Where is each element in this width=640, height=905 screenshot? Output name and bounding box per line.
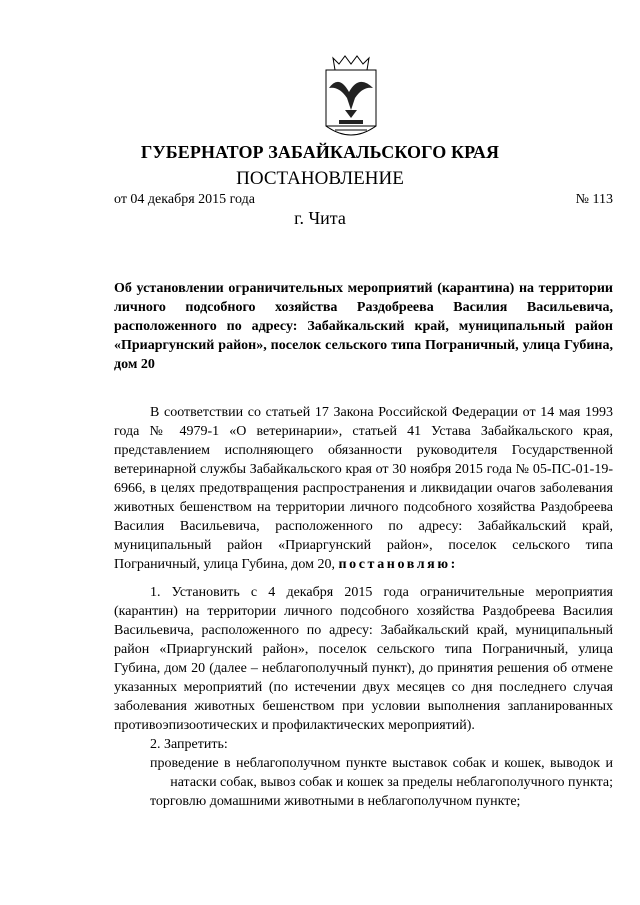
document-date: от 04 декабря 2015 года xyxy=(114,192,255,207)
governor-title: ГУБЕРНАТОР ЗАБАЙКАЛЬСКОГО КРАЯ xyxy=(140,142,500,162)
document-body xyxy=(114,403,613,811)
coat-of-arms-icon xyxy=(325,52,377,144)
item-paragraph: проведение в неблагополучном пункте выставок собак и кошек, выводок и натаски собак, вывоз собак и кошек за пределы неблагополучного пункта; xyxy=(150,756,613,790)
decree-word: постановляю: xyxy=(338,557,458,572)
item-paragraph: 1. Установить с 4 декабря 2015 года ограничительные мероприятия (карантин) на территории личного подсобного хозяйства Раздобреева Василия Васильевича, расположенного по адресу: Забайкальский край, муниципальный район «Приаргунский район», поселок сельского типа Пограничный, улица Губина, дом 20 (далее – неблагополучный пункт), до принятия решения об отмене указанных мероприятий (по истечении двух месяцев со дня последнего случая заболевания животных бешенством при условии выполнения запланированных противоэпизоотических и профилактических мероприятий). xyxy=(114,585,613,733)
item-paragraph: торговлю домашними животными в неблагополучном пункте; xyxy=(150,794,521,809)
document-number: № 113 xyxy=(575,192,613,207)
document-subject: Об установлении ограничительных мероприятий (карантина) на территории личного подсобного хозяйства Раздобреева Василия Васильевича, расположенного по адресу: Забайкальский край, муниципальный район «Приаргунский район», поселок сельского типа Пограничный, улица Губина, дом 20 xyxy=(114,281,613,372)
preamble-paragraph xyxy=(114,403,613,574)
document-type: ПОСТАНОВЛЕНИЕ xyxy=(236,168,404,189)
item-paragraph: 2. Запретить: xyxy=(150,737,228,752)
document-city: г. Чита xyxy=(294,208,346,228)
preamble-text: В соответствии со статьей 17 Закона Российской Федерации от 14 мая 1993 года № 4979-1 «О ветеринарии», статьей 41 Устава Забайкальского края, представлением исполняющего обязанности руководителя Государственной ветеринарной службы Забайкальского края от 30 ноября 2015 года № 05-ПС-01-19-6966, в целях предотвращения распространения и ликвидации очагов заболевания животных бешенством на территории личного подсобного хозяйства Раздобреева Василия Васильевича, расположенного по адресу: Забайкальский край, муниципальный район «Приаргунский район», поселок сельского типа Пограничный, улица Губина, дом 20, xyxy=(114,405,613,572)
